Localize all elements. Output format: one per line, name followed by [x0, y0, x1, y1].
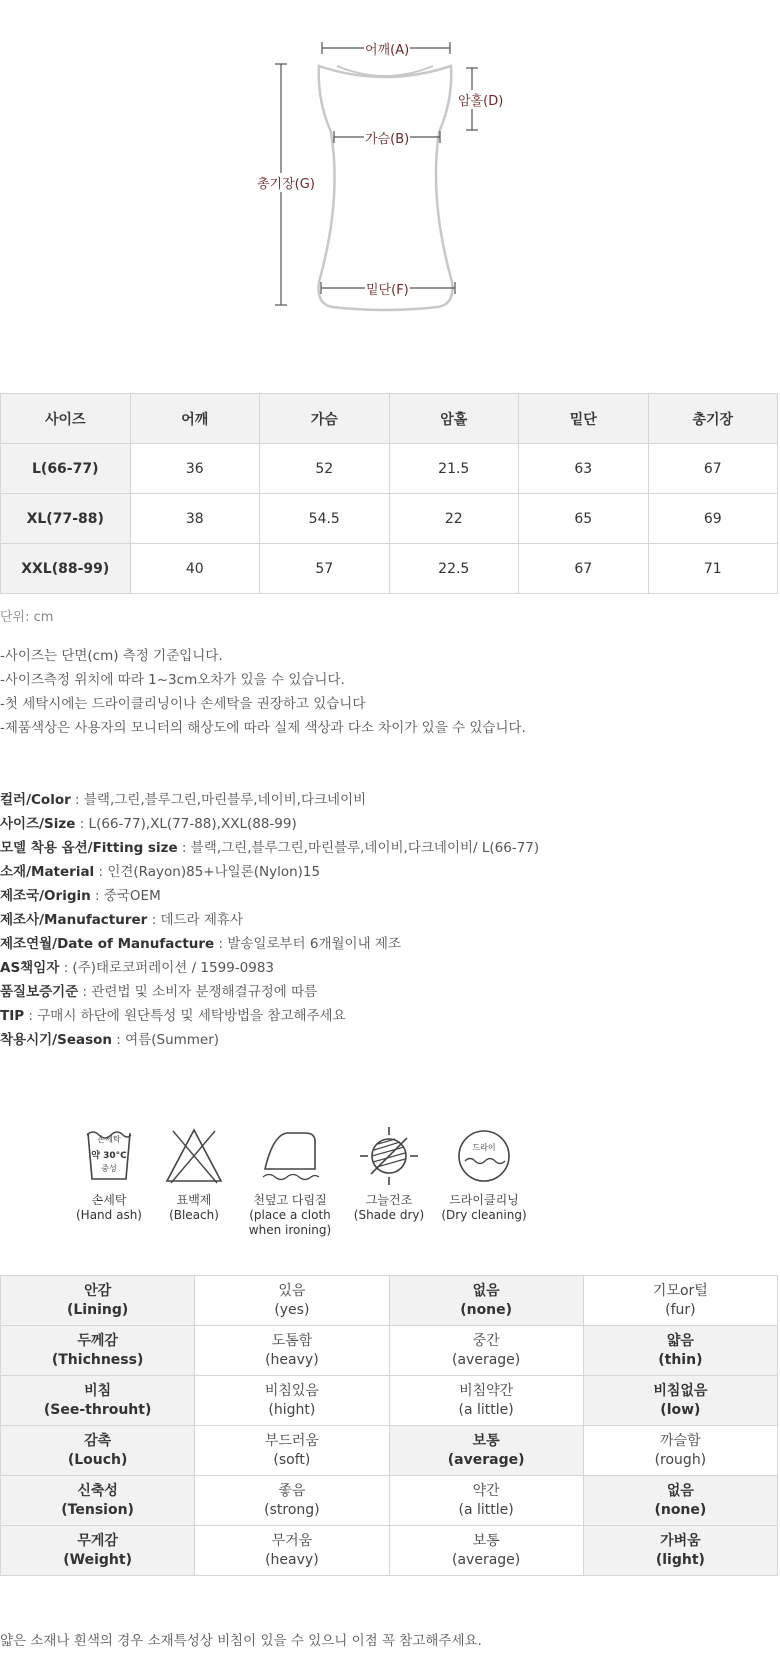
- size-notes: [0, 644, 526, 740]
- care-caption-ko: 천덮고 다림질: [253, 1193, 327, 1207]
- header-size: 사이즈: [1, 394, 131, 444]
- feature-option: 까슬함 (rough): [583, 1426, 777, 1476]
- spec-label: 소재/Material: [0, 864, 95, 880]
- feature-name: 감촉 (Louch): [1, 1426, 195, 1476]
- spec-label: 제조연월/Date of Manufacture: [0, 936, 215, 952]
- spec-color: [0, 788, 539, 812]
- care-iron: [242, 1125, 338, 1238]
- feature-option: 부드러움 (soft): [195, 1426, 389, 1476]
- care-caption: [341, 1193, 437, 1223]
- header-hem: 밑단: [519, 394, 649, 444]
- header-chest: 가슴: [260, 394, 390, 444]
- note-line: -첫 세탁시에는 드라이클리닝이나 손세탁을 권장하고 있습니다: [0, 696, 366, 712]
- spec-label: AS책임자: [0, 960, 60, 976]
- spec-value: : 인견(Rayon)85+나일론(Nylon)15: [94, 864, 321, 880]
- table-row: [1, 1526, 778, 1576]
- care-caption-en-2: when ironing): [248, 1223, 332, 1237]
- spec-origin: [0, 884, 539, 908]
- header-length: 총기장: [648, 394, 778, 444]
- care-caption-en: (Dry cleaning): [441, 1208, 527, 1222]
- care-hand-wash: [61, 1125, 157, 1223]
- care-caption: [146, 1193, 242, 1223]
- feature-option: 비침약간 (a little): [389, 1376, 583, 1426]
- feature-name: 안감 (Lining): [1, 1276, 195, 1326]
- size-name: XXL(88-99): [1, 544, 131, 594]
- spec-value: : 중국OEM: [90, 888, 161, 904]
- hand-wash-neutral-text: 중성: [101, 1164, 117, 1173]
- spec-quality: [0, 980, 539, 1004]
- garment-measurement-diagram: [0, 0, 780, 340]
- spec-value: : L(66-77),XL(77-88),XXL(88-99): [75, 816, 297, 832]
- table-cell: 71: [648, 544, 778, 594]
- feature-option: 기모or털 (fur): [583, 1276, 777, 1326]
- care-dry-clean: [436, 1125, 532, 1223]
- spec-value: : 발송일로부터 6개월이내 제조: [214, 936, 401, 952]
- feature-name: 무게감 (Weight): [1, 1526, 195, 1576]
- spec-value: : 관련법 및 소비자 분쟁해결규정에 따름: [78, 984, 318, 1000]
- spec-label: 품질보증기준: [0, 984, 79, 1000]
- table-cell: 22: [389, 494, 519, 544]
- hand-wash-temp-text: 약 30°C: [91, 1151, 127, 1161]
- unit-label: 단위: cm: [0, 610, 54, 625]
- table-cell: 63: [519, 444, 649, 494]
- care-caption-en: (Hand ash): [76, 1208, 142, 1222]
- feature-option-selected: 얇음 (thin): [583, 1326, 777, 1376]
- hem-label: 밑단(F): [365, 279, 410, 298]
- table-row: [1, 544, 778, 594]
- table-cell: 40: [130, 544, 260, 594]
- spec-material: [0, 860, 539, 884]
- table-cell: 38: [130, 494, 260, 544]
- table-cell: 67: [519, 544, 649, 594]
- spec-as-manager: [0, 956, 539, 980]
- care-caption: [61, 1193, 157, 1223]
- spec-season: [0, 1028, 539, 1052]
- header-shoulder: 어깨: [130, 394, 260, 444]
- table-cell: 22.5: [389, 544, 519, 594]
- table-cell: 67: [648, 444, 778, 494]
- dry-clean-icon-text: 드라이: [472, 1143, 496, 1152]
- fabric-feature-table: [0, 1275, 778, 1576]
- hand-wash-icon-text: 손세탁: [97, 1135, 121, 1144]
- spec-date: [0, 932, 539, 956]
- size-name: L(66-77): [1, 444, 131, 494]
- size-table-header: [1, 394, 778, 444]
- table-cell: 21.5: [389, 444, 519, 494]
- care-caption: [242, 1193, 338, 1238]
- spec-label: 착용시기/Season: [0, 1032, 113, 1048]
- feature-option: 보통 (average): [389, 1526, 583, 1576]
- care-caption: [436, 1193, 532, 1223]
- spec-label: 컬러/Color: [0, 792, 71, 808]
- spec-size: [0, 812, 539, 836]
- table-row: [1, 1276, 778, 1326]
- footer-note: 얇은 소재나 흰색의 경우 소재특성상 비침이 있을 수 있으니 이점 꼭 참고해주세요.: [0, 1633, 482, 1649]
- spec-label: 제조국/Origin: [0, 888, 91, 904]
- shoulder-label: 어깨(A): [364, 39, 410, 58]
- table-cell: 54.5: [260, 494, 390, 544]
- spec-tip: [0, 1004, 539, 1028]
- care-caption-en: (place a cloth: [249, 1208, 331, 1222]
- spec-value: : 여름(Summer): [112, 1032, 220, 1048]
- table-cell: 65: [519, 494, 649, 544]
- table-row: [1, 1476, 778, 1526]
- size-name: XL(77-88): [1, 494, 131, 544]
- care-caption-en: (Shade dry): [353, 1208, 425, 1222]
- spec-label: 모델 착용 옵션/Fitting size: [0, 840, 178, 856]
- table-cell: 57: [260, 544, 390, 594]
- feature-option-selected: 없음 (none): [389, 1276, 583, 1326]
- table-row: [1, 1426, 778, 1476]
- spec-label: 사이즈/Size: [0, 816, 76, 832]
- feature-name: 신축성 (Tension): [1, 1476, 195, 1526]
- table-row: [1, 1376, 778, 1426]
- table-cell: 52: [260, 444, 390, 494]
- spec-value: : (주)태로코퍼레이션 / 1599-0983: [59, 960, 275, 976]
- spec-value: : 블랙,그린,블루그린,마린블루,네이비,다크네이비: [70, 792, 367, 808]
- iron-icon: [259, 1125, 321, 1187]
- no-bleach-icon: [163, 1125, 225, 1187]
- care-caption-ko: 드라이클리닝: [449, 1193, 519, 1207]
- feature-option-selected: 비침없음 (low): [583, 1376, 777, 1426]
- header-armhole: 암홀: [389, 394, 519, 444]
- feature-option: 무거움 (heavy): [195, 1526, 389, 1576]
- spec-manufacturer: [0, 908, 539, 932]
- feature-option: 약간 (a little): [389, 1476, 583, 1526]
- spec-label: 제조사/Manufacturer: [0, 912, 148, 928]
- feature-name: 비침 (See-throuht): [1, 1376, 195, 1426]
- care-shade-dry: [341, 1125, 437, 1223]
- table-row: [1, 494, 778, 544]
- note-line: -사이즈측정 위치에 따라 1~3cm오차가 있을 수 있습니다.: [0, 672, 345, 688]
- product-specs: [0, 788, 539, 1052]
- length-label: 총기장(G): [256, 173, 316, 192]
- chest-label: 가슴(B): [364, 128, 410, 147]
- spec-label: TIP: [0, 1008, 25, 1024]
- care-no-bleach: [146, 1125, 242, 1223]
- hand-wash-icon: [78, 1125, 140, 1187]
- care-caption-ko: 표백제: [176, 1193, 212, 1207]
- spec-fitting-size: [0, 836, 539, 860]
- feature-option: 중간 (average): [389, 1326, 583, 1376]
- size-table: [0, 393, 778, 594]
- care-caption-en: (Bleach): [169, 1208, 219, 1222]
- spec-value: : 구매시 하단에 원단특성 및 세탁방법을 참고해주세요: [24, 1008, 346, 1024]
- table-cell: 36: [130, 444, 260, 494]
- shade-dry-icon: [358, 1125, 420, 1187]
- spec-value: : 데드라 제휴사: [147, 912, 244, 928]
- feature-option: 좋음 (strong): [195, 1476, 389, 1526]
- feature-option-selected: 가벼움 (light): [583, 1526, 777, 1576]
- spec-value: : 블랙,그린,블루그린,마린블루,네이비,다크네이비/ L(66-77): [177, 840, 540, 856]
- table-row: [1, 444, 778, 494]
- table-row: [1, 1326, 778, 1376]
- armhole-label: 암홀(D): [457, 90, 504, 109]
- table-cell: 69: [648, 494, 778, 544]
- feature-name: 두께감 (Thichness): [1, 1326, 195, 1376]
- note-line: -제품색상은 사용자의 모니터의 해상도에 따라 실제 색상과 다소 차이가 있을 수 있습니다.: [0, 720, 526, 736]
- care-caption-ko: 그늘건조: [365, 1193, 413, 1207]
- feature-option: 있음 (yes): [195, 1276, 389, 1326]
- feature-option: 비침있음 (hight): [195, 1376, 389, 1426]
- note-line: -사이즈는 단면(cm) 측정 기준입니다.: [0, 648, 223, 664]
- feature-option-selected: 보통 (average): [389, 1426, 583, 1476]
- care-caption-ko: 손세탁: [91, 1193, 127, 1207]
- feature-option: 도톰함 (heavy): [195, 1326, 389, 1376]
- feature-option-selected: 없음 (none): [583, 1476, 777, 1526]
- dry-clean-icon: [453, 1125, 515, 1187]
